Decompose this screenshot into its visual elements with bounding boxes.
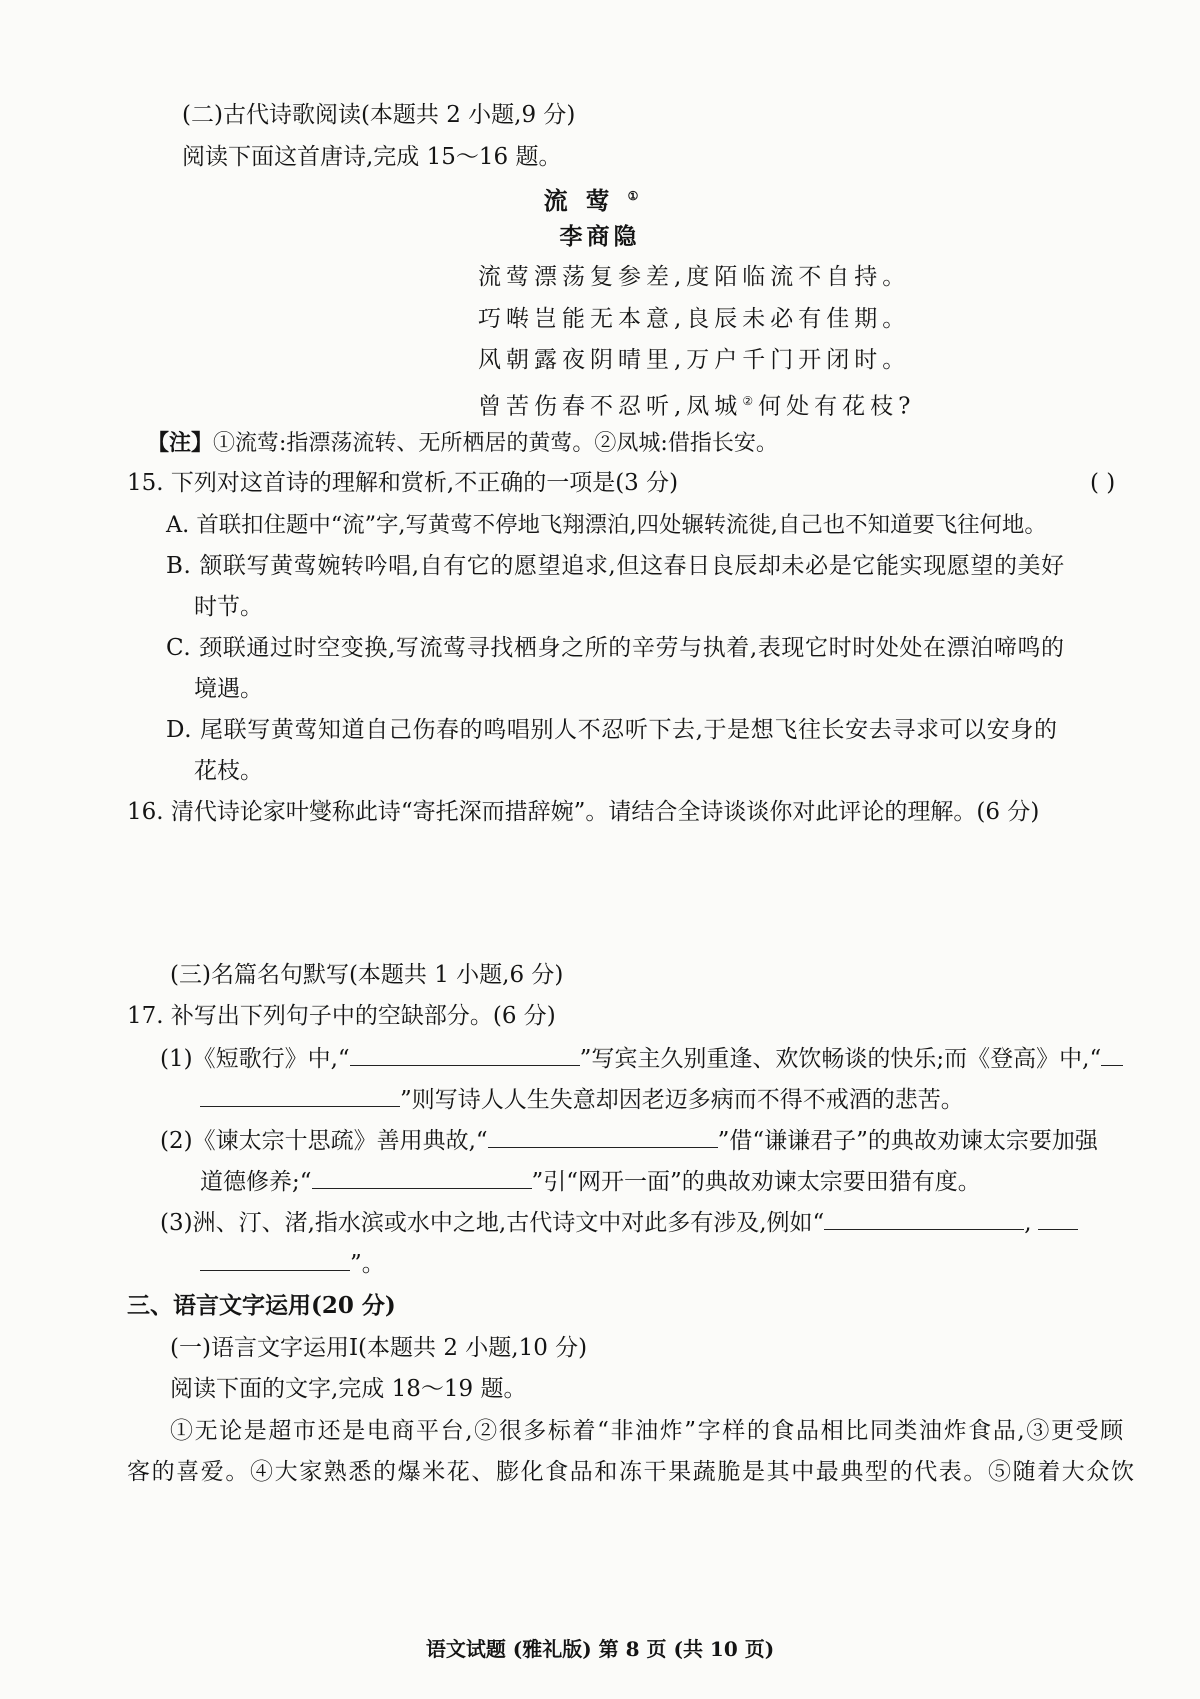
answer-blank[interactable] [200,1084,400,1107]
poem-title-note-mark: ① [627,189,657,203]
section-recite-heading: (三)名篇名句默写(本题共 1 小题,6 分) [170,962,564,988]
q17-part2-middle: ”借“谦谦君子”的典故劝谏太宗要加强 [717,1128,1098,1154]
poem-annotation [147,428,778,459]
answer-blank[interactable] [312,1166,532,1189]
question-15-option-d-line1: D. 尾联写黄莺知道自己伤春的鸣唱别人不忍听下去,于是想飞往长安去寻求可以安身的 [166,717,1058,743]
answer-blank[interactable] [200,1248,350,1271]
annotation-label: 【注】 [147,430,214,456]
question-15-option-b-line2: 时节。 [194,594,263,620]
part-3-heading: 三、语言文字运用(20 分) [127,1292,396,1319]
answer-blank[interactable] [488,1125,718,1148]
poem-line-1: 流莺漂荡复参差,度陌临流不自持。 [478,264,911,290]
answer-blank[interactable] [824,1207,1024,1230]
q17-part1-middle: ”写宾主久别重逢、欢饮畅谈的快乐;而《登高》中,“ [579,1046,1102,1072]
question-17-part-2-cont [200,1166,981,1197]
q17-part3-end: ”。 [350,1251,385,1277]
poem-line-4-note-mark: ② [742,394,759,408]
poem-author: 李商隐 [559,223,641,250]
annotation-text: ①流莺:指漂荡流转、无所栖居的黄莺。②凤城:借指长安。 [213,431,778,456]
poem-line-4-start: 曾苦伤春不忍听,凤城 [478,393,743,420]
question-15-stem: 15. 下列对这首诗的理解和赏析,不正确的一项是(3 分) [127,470,679,496]
lang-instruction: 阅读下面的文字,完成 18～19 题。 [170,1376,527,1402]
poem-line-4 [478,386,915,422]
question-17-part-3-cont [200,1248,385,1279]
question-17-part-1-cont [200,1084,964,1115]
q17-part2-prefix: (2)《谏太宗十思疏》善用典故,“ [160,1128,488,1154]
question-15-option-d-line2: 花枝。 [194,758,263,784]
question-15-option-c-line2: 境遇。 [194,676,263,702]
question-17-part-1 [160,1043,1123,1074]
answer-blank[interactable] [1101,1043,1123,1066]
question-15-option-c-line1: C. 颈联通过时空变换,写流莺寻找栖身之所的辛劳与执着,表现它时时处处在漂泊啼鸣的 [166,635,1065,661]
q17-part3-prefix: (3)洲、汀、渚,指水滨或水中之地,古代诗文中对此多有涉及,例如“ [160,1210,825,1236]
q17-part1-end: ”则写诗人人生失意却因老迈多病而不得不戒酒的悲苦。 [400,1087,964,1113]
q17-part2-cont-prefix: 道德修养;“ [200,1169,312,1195]
answer-blank[interactable] [350,1043,580,1066]
poem-title [0,181,1200,216]
question-17-stem: 17. 补写出下列句子中的空缺部分。(6 分) [127,1003,556,1029]
question-17-part-2 [160,1125,1098,1156]
poetry-instruction: 阅读下面这首唐诗,完成 15～16 题。 [182,144,562,170]
q17-part2-end: ”引“网开一面”的典故劝谏太宗要田猎有度。 [531,1169,981,1195]
question-15-option-b-line1: B. 颔联写黄莺婉转吟唱,自有它的愿望追求,但这春日良辰却未必是它能实现愿望的美好 [166,553,1065,579]
poem-title-text: 流莺 [543,186,628,215]
question-15-answer-paren: ( ) [1090,470,1116,496]
question-15-option-a: A. 首联扣住题中“流”字,写黄莺不停地飞翔漂泊,四处辗转流徙,自己也不知道要飞往何地。 [166,512,1047,538]
section-lang-heading: (一)语言文字运用Ⅰ(本题共 2 小题,10 分) [170,1335,588,1361]
poem-line-4-end: 何处有花枝? [758,393,916,420]
poem-line-3: 风朝露夜阴晴里,万户千门开闭时。 [478,347,911,373]
poem-line-2: 巧啭岂能无本意,良辰未必有佳期。 [478,306,911,332]
section-poetry-heading: (二)古代诗歌阅读(本题共 2 小题,9 分) [182,102,576,128]
passage-line-2: 客的喜爱。④大家熟悉的爆米花、膨化食品和冻干果蔬脆是其中最典型的代表。⑤随着大众饮 [127,1459,1136,1485]
answer-blank[interactable] [1038,1207,1078,1230]
page-footer: 语文试题 (雅礼版) 第 8 页 (共 10 页) [425,1637,775,1661]
passage-line-1: ①无论是超市还是电商平台,②很多标着“非油炸”字样的食品相比同类油炸食品,③更受顾 [170,1418,1125,1444]
question-17-part-3 [160,1207,1078,1238]
question-16: 16. 清代诗论家叶燮称此诗“寄托深而措辞婉”。请结合全诗谈谈你对此评论的理解。(6 分) [127,799,1040,825]
q17-part3-comma: , [1024,1210,1032,1236]
q17-part1-prefix: (1)《短歌行》中,“ [160,1046,350,1072]
